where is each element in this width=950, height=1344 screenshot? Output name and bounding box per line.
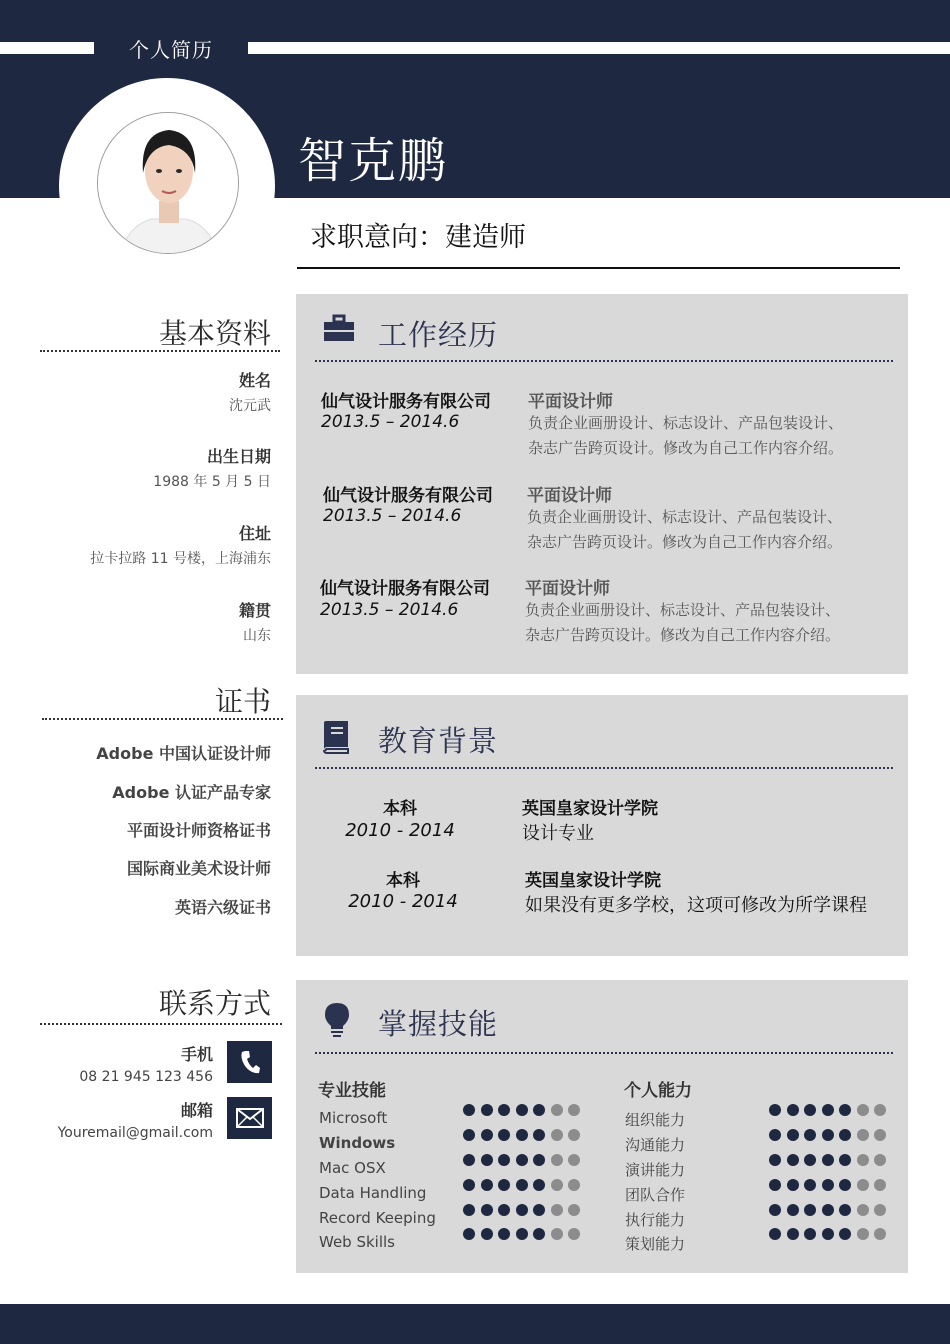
rating-dot-filled (498, 1204, 510, 1216)
job-description: 负责企业画册设计、标志设计、产品包装设计、 杂志广告跨页设计。修改为自己工作内容介绍。 (525, 601, 841, 644)
book-icon (321, 720, 351, 758)
job-objective: 求职意向：建造师 (310, 222, 526, 253)
skills-divider (315, 1052, 893, 1054)
hometown-value: 山东 (243, 628, 271, 644)
rating-dot-empty (857, 1204, 869, 1216)
address-value: 拉卡拉路 11 号楼，上海浦东 (90, 551, 271, 567)
rating-dot-empty (551, 1154, 563, 1166)
rating-dot-filled (839, 1104, 851, 1116)
edu-degree: 本科 (386, 871, 420, 891)
rating-dot-empty (874, 1204, 886, 1216)
rating-dot-filled (787, 1179, 799, 1191)
lightbulb-icon (324, 1002, 350, 1042)
rating-dot-filled (463, 1179, 475, 1191)
edu-years: 2010 - 2014 (348, 891, 458, 912)
skill-name: 策划能力 (625, 1235, 686, 1253)
job-role: 平面设计师 (528, 392, 613, 412)
rating-dot-filled (804, 1179, 816, 1191)
rating-dot-empty (568, 1104, 580, 1116)
rating-dot-filled (463, 1154, 475, 1166)
candidate-name: 智克鹏 (298, 133, 449, 189)
rating-dot-filled (516, 1179, 528, 1191)
certificate-item: Adobe 中国认证设计师 (96, 744, 271, 763)
rating-dot-filled (787, 1154, 799, 1166)
rating-dot-filled (498, 1129, 510, 1141)
avatar (97, 112, 239, 254)
work-title: 工作经历 (378, 318, 499, 352)
rating-dot-empty (568, 1154, 580, 1166)
rating-dot-filled (769, 1154, 781, 1166)
rating-dot-empty (551, 1204, 563, 1216)
rating-dot-empty (874, 1228, 886, 1240)
rating-dot-filled (463, 1228, 475, 1240)
rating-dot-empty (551, 1228, 563, 1240)
skill-name: Web Skills (319, 1233, 395, 1251)
rating-dot-filled (839, 1154, 851, 1166)
rating-dot-filled (787, 1104, 799, 1116)
certificate-item: 平面设计师资格证书 (126, 821, 271, 840)
skill-name: Windows (319, 1134, 396, 1152)
edu-detail: 设计专业 (522, 823, 594, 844)
rating-dot-empty (568, 1204, 580, 1216)
rating-dot-empty (874, 1129, 886, 1141)
rating-dot-filled (822, 1154, 834, 1166)
professional-skills-heading: 专业技能 (318, 1081, 386, 1101)
rating-dot-filled (804, 1129, 816, 1141)
rating-dot-filled (787, 1129, 799, 1141)
rating-dot-empty (551, 1104, 563, 1116)
skill-name: 沟通能力 (625, 1136, 686, 1154)
rating-dot-filled (498, 1179, 510, 1191)
birthdate-label: 出生日期 (206, 447, 271, 466)
rating-dot-filled (498, 1228, 510, 1240)
rating-dot-empty (857, 1228, 869, 1240)
personal-skills-heading: 个人能力 (624, 1081, 692, 1101)
rating-dot-empty (857, 1154, 869, 1166)
rating-dot-filled (516, 1228, 528, 1240)
rating-dot-empty (551, 1129, 563, 1141)
education-title: 教育背景 (378, 724, 499, 758)
job-role: 平面设计师 (527, 486, 612, 506)
rating-dot-filled (481, 1204, 493, 1216)
skill-name: 执行能力 (625, 1211, 686, 1229)
rating-dot-filled (839, 1129, 851, 1141)
rating-dot-filled (533, 1104, 545, 1116)
rating-dot-filled (839, 1204, 851, 1216)
rating-dot-empty (874, 1154, 886, 1166)
name-label: 姓名 (238, 371, 271, 390)
rating-dot-empty (568, 1129, 580, 1141)
edu-school: 英国皇家设计学院 (522, 799, 658, 819)
edu-detail: 如果没有更多学校，这项可修改为所学课程 (525, 895, 867, 916)
skill-name: Mac OSX (319, 1159, 386, 1177)
rating-dot-empty (857, 1104, 869, 1116)
skill-name: 组织能力 (625, 1111, 686, 1129)
rating-dot-filled (516, 1129, 528, 1141)
certificates-title: 证书 (214, 685, 271, 718)
title-line-left (0, 42, 94, 54)
skill-name: Record Keeping (319, 1209, 436, 1227)
rating-dot-filled (769, 1104, 781, 1116)
job-company: 仙气设计服务有限公司 (323, 486, 493, 506)
certificate-item: Adobe 认证产品专家 (112, 783, 271, 802)
rating-dot-filled (769, 1179, 781, 1191)
job-description: 负责企业画册设计、标志设计、产品包装设计、 杂志广告跨页设计。修改为自己工作内容介绍。 (528, 414, 844, 457)
rating-dot-filled (533, 1154, 545, 1166)
briefcase-icon (323, 313, 355, 347)
rating-dot-filled (804, 1104, 816, 1116)
job-dates: 2013.5 – 2014.6 (320, 600, 459, 620)
edu-degree: 本科 (383, 799, 417, 819)
phone-icon (227, 1041, 272, 1083)
rating-dot-filled (498, 1154, 510, 1166)
job-company: 仙气设计服务有限公司 (321, 392, 491, 412)
contact-title: 联系方式 (158, 987, 271, 1020)
rating-dot-empty (568, 1228, 580, 1240)
email-value: Youremail@gmail.com (57, 1125, 213, 1141)
rating-dot-filled (533, 1204, 545, 1216)
skill-name: Data Handling (319, 1184, 427, 1202)
job-company: 仙气设计服务有限公司 (320, 579, 490, 599)
edu-school: 英国皇家设计学院 (525, 871, 661, 891)
rating-dot-filled (463, 1104, 475, 1116)
rating-dot-empty (551, 1179, 563, 1191)
rating-dot-empty (857, 1179, 869, 1191)
rating-dot-filled (804, 1228, 816, 1240)
rating-dot-filled (533, 1179, 545, 1191)
rating-dot-filled (481, 1104, 493, 1116)
envelope-icon (227, 1097, 272, 1139)
basic-info-title: 基本资料 (158, 317, 271, 350)
name-value: 沈元武 (229, 398, 271, 414)
rating-dot-filled (481, 1129, 493, 1141)
rating-dot-filled (822, 1204, 834, 1216)
certificate-item: 国际商业美术设计师 (126, 859, 271, 878)
rating-dot-filled (804, 1204, 816, 1216)
job-dates: 2013.5 – 2014.6 (323, 506, 462, 526)
education-divider (315, 767, 893, 769)
contact-divider (40, 1023, 282, 1025)
certificate-item: 英语六级证书 (174, 898, 271, 917)
job-dates: 2013.5 – 2014.6 (321, 412, 460, 432)
rating-dot-empty (568, 1179, 580, 1191)
phone-value: 08 21 945 123 456 (79, 1069, 213, 1085)
footer-band (0, 1304, 950, 1344)
rating-dot-filled (787, 1204, 799, 1216)
skills-title: 掌握技能 (378, 1007, 499, 1041)
hometown-label: 籍贯 (238, 601, 271, 620)
rating-dot-filled (463, 1129, 475, 1141)
email-label: 邮箱 (180, 1101, 213, 1120)
rating-dot-filled (533, 1228, 545, 1240)
rating-dot-filled (769, 1204, 781, 1216)
rating-dot-filled (822, 1129, 834, 1141)
rating-dot-filled (481, 1228, 493, 1240)
rating-dot-filled (481, 1154, 493, 1166)
rating-dot-empty (874, 1179, 886, 1191)
rating-dot-filled (839, 1179, 851, 1191)
phone-label: 手机 (180, 1045, 213, 1064)
skill-name: 团队合作 (625, 1186, 686, 1204)
rating-dot-filled (804, 1154, 816, 1166)
rating-dot-filled (822, 1104, 834, 1116)
skill-name: Microsoft (319, 1109, 388, 1127)
rating-dot-empty (874, 1104, 886, 1116)
rating-dot-filled (822, 1228, 834, 1240)
rating-dot-filled (533, 1129, 545, 1141)
rating-dot-filled (498, 1104, 510, 1116)
rating-dot-filled (516, 1104, 528, 1116)
rating-dot-filled (516, 1204, 528, 1216)
birthdate-value: 1988 年 5 月 5 日 (153, 474, 271, 490)
job-role: 平面设计师 (525, 579, 610, 599)
rating-dot-filled (839, 1228, 851, 1240)
certificates-divider (42, 718, 283, 720)
rating-dot-filled (769, 1228, 781, 1240)
rating-dot-filled (516, 1154, 528, 1166)
job-description: 负责企业画册设计、标志设计、产品包装设计、 杂志广告跨页设计。修改为自己工作内容介绍。 (527, 508, 843, 551)
rating-dot-filled (481, 1179, 493, 1191)
rating-dot-filled (787, 1228, 799, 1240)
title-line-right (248, 42, 950, 54)
skill-name: 演讲能力 (625, 1161, 686, 1179)
rating-dot-filled (822, 1179, 834, 1191)
rating-dot-empty (857, 1129, 869, 1141)
basic-info-divider (40, 350, 280, 352)
edu-years: 2010 - 2014 (345, 820, 455, 841)
resume-title: 个人简历 (129, 38, 213, 62)
rating-dot-filled (463, 1204, 475, 1216)
rating-dot-filled (769, 1129, 781, 1141)
address-label: 住址 (238, 524, 271, 543)
work-divider (315, 360, 893, 362)
objective-underline (297, 267, 900, 269)
